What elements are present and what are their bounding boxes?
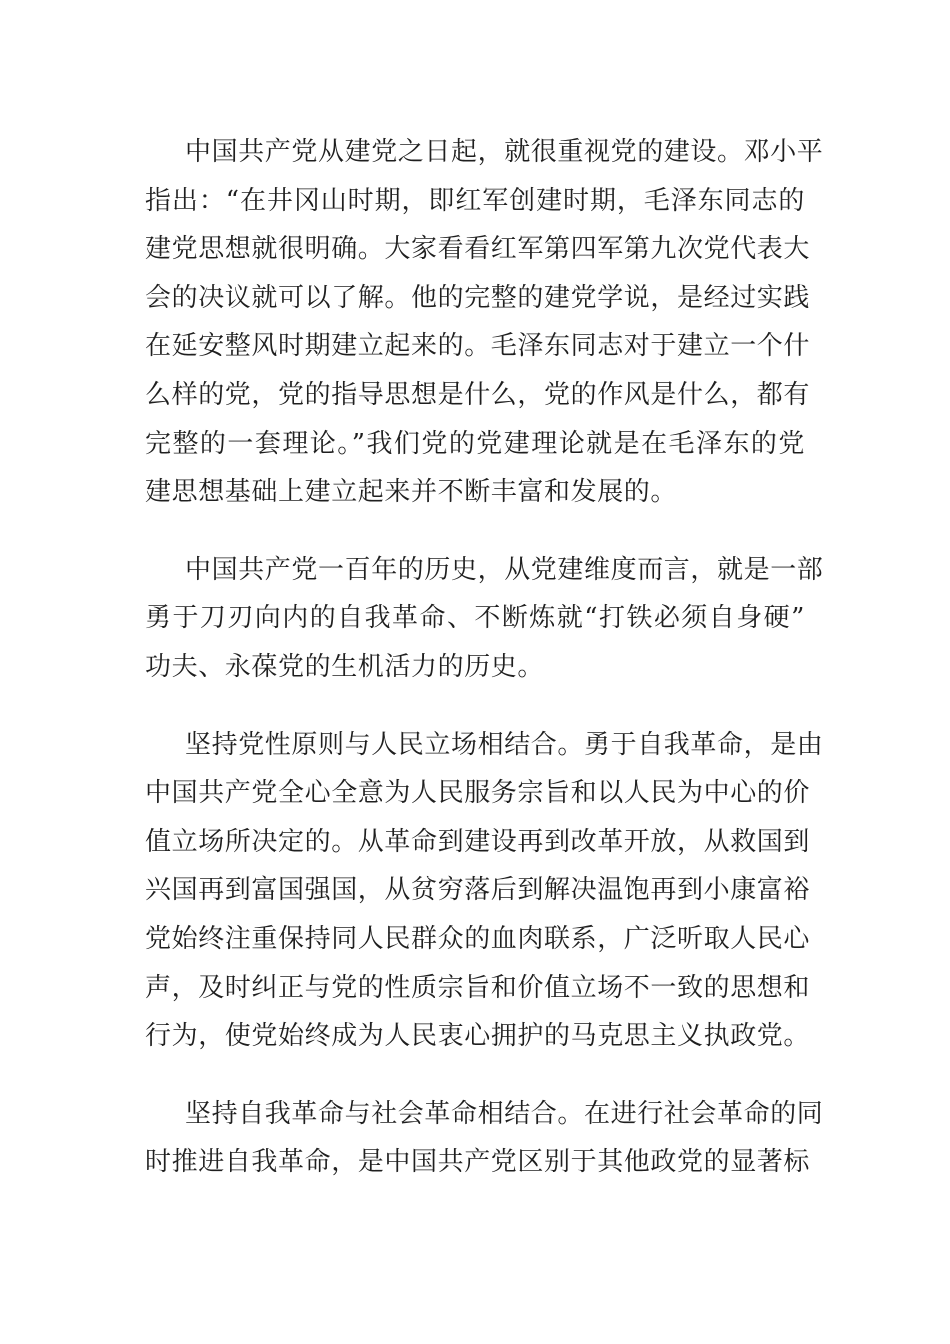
paragraph-party-and-people bbox=[145, 721, 824, 1061]
text-line: 勇于刀刃向内的自我革命、不断炼就“打铁必须自身硬” bbox=[145, 603, 805, 634]
text-line: 党始终注重保持同人民群众的血肉联系，广泛听取人民心 bbox=[145, 923, 811, 954]
paragraph-hundred-years bbox=[145, 546, 824, 692]
paragraph-self-revolution bbox=[145, 1090, 824, 1187]
text-line: 坚持自我革命与社会革命相结合。在进行社会革命的同 bbox=[185, 1098, 824, 1129]
text-line: 行为，使党始终成为人民衷心拥护的马克思主义执政党。 bbox=[145, 1021, 811, 1052]
text-line: 值立场所决定的。从革命到建设再到改革开放，从救国到 bbox=[145, 826, 811, 857]
text-line: 中国共产党一百年的历史，从党建维度而言，就是一部 bbox=[185, 554, 824, 585]
text-line: 么样的党，党的指导思想是什么，党的作风是什么，都有 bbox=[145, 379, 811, 410]
document-page bbox=[145, 128, 824, 1216]
text-line: 建党思想就很明确。大家看看红军第四军第九次党代表大 bbox=[145, 234, 811, 265]
paragraph-party-building-history bbox=[145, 128, 824, 517]
text-line: 时推进自我革命，是中国共产党区别于其他政党的显著标 bbox=[145, 1147, 811, 1178]
text-line: 中国共产党全心全意为人民服务宗旨和以人民为中心的价 bbox=[145, 778, 811, 809]
text-line: 在延安整风时期建立起来的。毛泽东同志对于建立一个什 bbox=[145, 331, 811, 362]
text-line: 功夫、永葆党的生机活力的历史。 bbox=[145, 651, 545, 682]
text-line: 会的决议就可以了解。他的完整的建党学说，是经过实践 bbox=[145, 282, 811, 313]
text-line: 建思想基础上建立起来并不断丰富和发展的。 bbox=[145, 477, 678, 508]
text-line: 指出：“在井冈山时期，即红军创建时期，毛泽东同志的 bbox=[145, 185, 805, 216]
text-line: 中国共产党从建党之日起，就很重视党的建设。邓小平 bbox=[185, 137, 824, 167]
text-line: 完整的一套理论。”我们党的党建理论就是在毛泽东的党 bbox=[145, 428, 805, 459]
text-line: 兴国再到富国强国，从贫穷落后到解决温饱再到小康富裕 bbox=[145, 875, 811, 906]
text-line: 坚持党性原则与人民立场相结合。勇于自我革命，是由 bbox=[185, 729, 824, 760]
text-line: 声，及时纠正与党的性质宗旨和价值立场不一致的思想和 bbox=[145, 972, 811, 1003]
